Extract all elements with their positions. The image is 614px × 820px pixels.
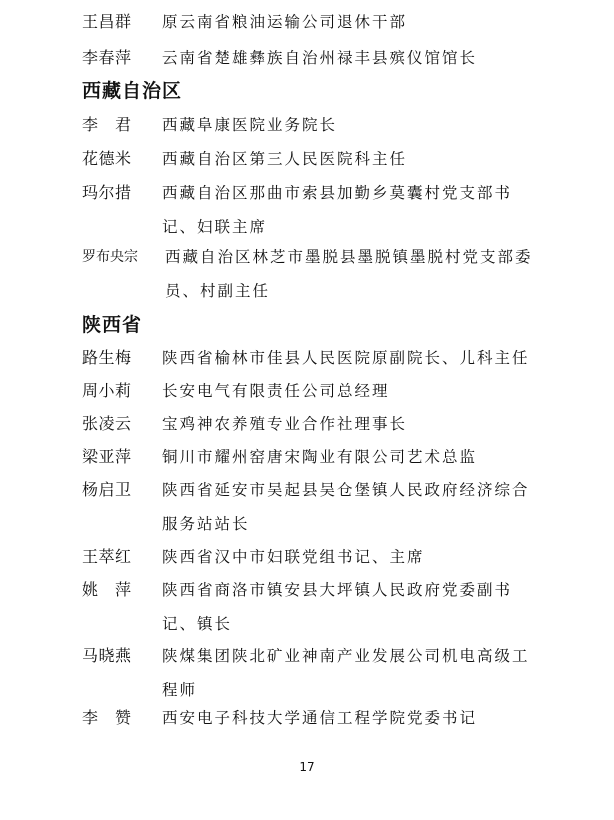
person-title: 西藏自治区林芝市墨脱县墨脱镇墨脱村党支部委员、村副主任 bbox=[165, 248, 533, 300]
person-title: 铜川市耀州窑唐宋陶业有限公司艺术总监 bbox=[162, 448, 478, 466]
page-number: 17 bbox=[299, 760, 315, 774]
person-name: 王昌群 bbox=[82, 12, 132, 31]
person-title: 西安电子科技大学通信工程学院党委书记 bbox=[162, 709, 478, 727]
person-title: 陕西省汉中市妇联党组书记、主席 bbox=[162, 548, 425, 566]
person-title: 陕西省商洛市镇安县大坪镇人民政府党委副书记、镇长 bbox=[162, 581, 513, 633]
person-title: 云南省楚雄彝族自治州禄丰县殡仪馆馆长 bbox=[162, 49, 478, 67]
person-name: 姚 萍 bbox=[82, 580, 132, 599]
section-heading: 西藏自治区 bbox=[82, 80, 183, 102]
person-title: 西藏自治区第三人民医院科主任 bbox=[162, 150, 408, 168]
person-name: 李 赞 bbox=[82, 708, 132, 727]
person-name: 花德米 bbox=[82, 149, 132, 168]
person-name: 李春萍 bbox=[82, 48, 132, 67]
person-name: 李 君 bbox=[82, 115, 132, 134]
person-title: 陕西省延安市吴起县吴仓堡镇人民政府经济综合服务站站长 bbox=[162, 481, 530, 533]
person-name: 王萃红 bbox=[82, 547, 132, 566]
person-title: 原云南省粮油运输公司退休干部 bbox=[162, 13, 408, 31]
person-title: 陕西省榆林市佳县人民医院原副院长、儿科主任 bbox=[162, 349, 530, 367]
person-name: 玛尔措 bbox=[82, 183, 132, 202]
person-name: 周小莉 bbox=[82, 381, 132, 400]
person-name: 罗布央宗 bbox=[82, 249, 138, 265]
person-name: 路生梅 bbox=[82, 348, 132, 367]
person-title: 西藏自治区那曲市索县加勤乡莫囊村党支部书记、妇联主席 bbox=[162, 184, 513, 236]
person-name: 梁亚萍 bbox=[82, 447, 132, 466]
person-title: 长安电气有限责任公司总经理 bbox=[162, 382, 390, 400]
person-name: 杨启卫 bbox=[82, 480, 132, 499]
person-title: 陕煤集团陕北矿业神南产业发展公司机电高级工程师 bbox=[162, 647, 530, 699]
person-title: 宝鸡神农养殖专业合作社理事长 bbox=[162, 415, 408, 433]
person-name: 马晓燕 bbox=[82, 646, 132, 665]
person-name: 张凌云 bbox=[82, 414, 132, 433]
section-heading: 陕西省 bbox=[82, 314, 143, 336]
person-title: 西藏阜康医院业务院长 bbox=[162, 116, 338, 134]
